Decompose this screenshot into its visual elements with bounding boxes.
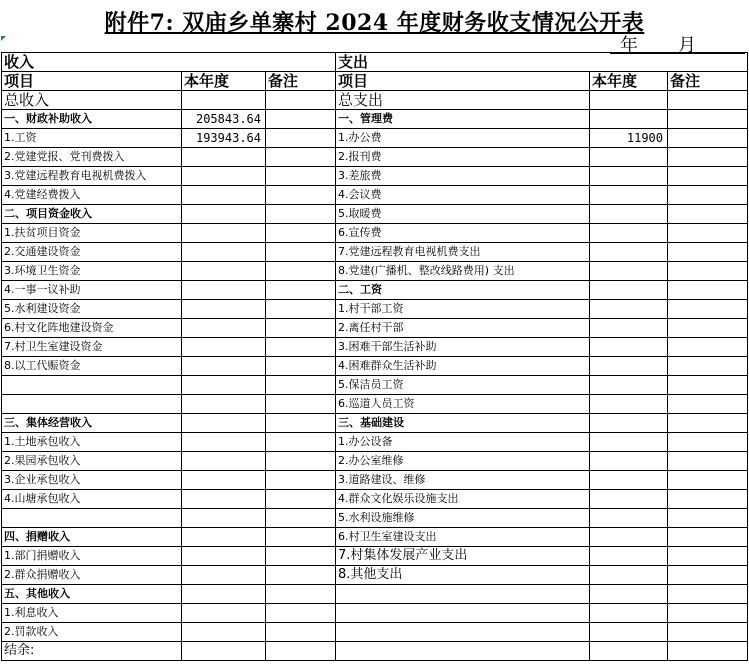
income-note-cell[interactable] [266,205,336,224]
income-amount-cell[interactable] [182,281,266,300]
expense-item-cell[interactable]: 1.办公设备 [336,433,590,452]
page-title: 附件7: 双庙乡单寨村 2024 年度财务收支情况公开表 [104,10,645,36]
expense-item-cell[interactable] [336,642,590,661]
income-amount-cell[interactable] [182,566,266,585]
income-note-cell[interactable] [266,509,336,528]
income-amount-cell[interactable] [182,433,266,452]
income-note-cell[interactable] [266,452,336,471]
income-amount-cell[interactable] [182,414,266,433]
table-row [2,566,748,585]
expense-item-cell[interactable]: 1.村干部工资 [336,300,590,319]
table-row [2,623,748,642]
expense-note-cell[interactable] [668,414,748,433]
income-item-cell[interactable]: 2.果园承包收入 [2,452,182,471]
income-note-cell[interactable] [266,148,336,167]
income-note-cell[interactable] [266,414,336,433]
table-row [2,357,748,376]
income-amount-cell[interactable] [182,167,266,186]
table-row [2,110,748,129]
income-item-cell[interactable]: 4.山塘承包收入 [2,490,182,509]
expense-amount-cell[interactable] [590,110,668,129]
expense-note-cell[interactable] [668,357,748,376]
income-item-cell[interactable]: 四、捐赠收入 [2,528,182,547]
expense-amount-cell[interactable] [590,395,668,414]
income-note-cell[interactable] [266,623,336,642]
expense-item-cell[interactable]: 6.村卫生室建设支出 [336,528,590,547]
income-col-note[interactable]: 备注 [266,72,336,91]
income-note-cell[interactable] [266,528,336,547]
income-note-cell[interactable] [266,642,336,661]
total-expense-label[interactable]: 总支出 [336,91,590,110]
cell-marker [1,36,6,41]
income-item-cell[interactable]: 二、项目资金收入 [2,205,182,224]
income-item-cell[interactable]: 6.村文化阵地建设资金 [2,319,182,338]
expense-note-cell[interactable] [668,110,748,129]
expense-note-cell[interactable] [668,205,748,224]
income-item-cell[interactable]: 4.党建经费拨入 [2,186,182,205]
expense-amount-cell[interactable] [590,319,668,338]
expense-amount-cell[interactable] [590,300,668,319]
income-item-cell[interactable] [2,376,182,395]
expense-item-cell[interactable]: 7.村集体发展产业支出 [336,547,590,566]
table-row [2,186,748,205]
expense-item-cell[interactable]: 一、管理费 [336,110,590,129]
income-amount-cell[interactable] [182,319,266,338]
income-note-cell[interactable] [266,262,336,281]
expense-item-cell[interactable] [336,604,590,623]
expense-note-cell[interactable] [668,148,748,167]
table-row [2,224,748,243]
income-item-cell[interactable]: 2.党建党报、党刊费拨入 [2,148,182,167]
expense-note-cell[interactable] [668,623,748,642]
income-item-cell[interactable]: 三、集体经营收入 [2,414,182,433]
expense-note-cell[interactable] [668,186,748,205]
income-amount-cell[interactable] [182,224,266,243]
income-header[interactable]: 收入 [2,53,336,72]
expense-note-cell[interactable] [668,300,748,319]
expense-item-cell[interactable]: 5.水利设施维修 [336,509,590,528]
table-row [2,604,748,623]
income-amount-cell[interactable] [182,452,266,471]
income-note-cell[interactable] [266,395,336,414]
income-note-cell[interactable] [266,490,336,509]
expense-item-cell[interactable]: 3.差旅费 [336,167,590,186]
expense-amount-cell[interactable] [590,262,668,281]
total-income-note[interactable] [266,91,336,110]
income-item-cell[interactable]: 3.党建远程教育电视机费拨入 [2,167,182,186]
expense-note-cell[interactable] [668,167,748,186]
income-note-cell[interactable] [266,547,336,566]
expense-note-cell[interactable] [668,281,748,300]
table-row [2,490,748,509]
expense-item-cell[interactable]: 三、基础建设 [336,414,590,433]
income-amount-cell[interactable] [182,357,266,376]
income-note-cell[interactable] [266,281,336,300]
table-row [2,262,748,281]
expense-note-cell[interactable] [668,338,748,357]
table-row [2,300,748,319]
expense-note-cell[interactable] [668,528,748,547]
expense-note-cell[interactable] [668,376,748,395]
table-row [2,585,748,604]
income-item-cell[interactable]: 2.群众捐赠收入 [2,566,182,585]
income-amount-cell[interactable] [182,604,266,623]
expense-amount-cell[interactable] [590,490,668,509]
income-note-cell[interactable] [266,585,336,604]
expense-amount-cell[interactable] [590,281,668,300]
expense-amount-cell[interactable] [590,509,668,528]
income-note-cell[interactable] [266,224,336,243]
expense-amount-cell[interactable] [590,452,668,471]
table-row [2,281,748,300]
income-note-cell[interactable] [266,300,336,319]
income-amount-cell[interactable] [182,148,266,167]
total-expense-amount[interactable] [590,91,668,110]
table-row [2,528,748,547]
expense-amount-cell[interactable] [590,148,668,167]
income-item-cell[interactable]: 1.土地承包收入 [2,433,182,452]
income-item-cell[interactable]: 2.罚款收入 [2,623,182,642]
expense-amount-cell[interactable] [590,585,668,604]
income-note-cell[interactable] [266,604,336,623]
expense-item-cell[interactable]: 3.道路建设、维修 [336,471,590,490]
expense-amount-cell[interactable] [590,224,668,243]
expense-amount-cell[interactable] [590,547,668,566]
expense-col-amount[interactable]: 本年度 [590,72,668,91]
expense-item-cell[interactable]: 二、工资 [336,281,590,300]
table-row [2,452,748,471]
expense-item-cell[interactable]: 8.党建(广播机、整改线路费用) 支出 [336,262,590,281]
table-row [2,509,748,528]
income-note-cell[interactable] [266,167,336,186]
expense-amount-cell[interactable] [590,414,668,433]
income-note-cell[interactable] [266,338,336,357]
income-item-cell[interactable]: 1.部门捐赠收入 [2,547,182,566]
table-row [2,129,748,148]
table-row [2,547,748,566]
expense-note-cell[interactable] [668,433,748,452]
income-amount-cell[interactable] [182,471,266,490]
income-item-cell[interactable]: 5.水利建设资金 [2,300,182,319]
expense-item-cell[interactable]: 6.巡道人员工资 [336,395,590,414]
total-income-label[interactable]: 总收入 [2,91,182,110]
expense-note-cell[interactable] [668,585,748,604]
income-item-cell[interactable]: 一、财政补助收入 [2,110,182,129]
expense-note-cell[interactable] [668,547,748,566]
expense-item-cell[interactable]: 6.宣传费 [336,224,590,243]
table-row [2,376,748,395]
expense-amount-cell[interactable] [590,338,668,357]
expense-amount-cell[interactable] [590,566,668,585]
expense-item-cell[interactable]: 7.党建远程教育电视机费支出 [336,243,590,262]
expense-amount-cell[interactable] [590,642,668,661]
income-note-cell[interactable] [266,471,336,490]
expense-note-cell[interactable] [668,471,748,490]
income-item-cell[interactable]: 2.交通建设资金 [2,243,182,262]
income-note-cell[interactable] [266,129,336,148]
income-amount-cell[interactable] [182,338,266,357]
finance-table [1,52,748,661]
income-amount-cell[interactable] [182,528,266,547]
table-row [2,205,748,224]
expense-item-cell[interactable]: 2.报刊费 [336,148,590,167]
expense-col-item[interactable]: 项目 [336,72,590,91]
expense-note-cell[interactable] [668,319,748,338]
income-amount-cell[interactable] [182,300,266,319]
expense-item-cell[interactable]: 5.保洁员工资 [336,376,590,395]
income-item-cell[interactable]: 4.一事一议补助 [2,281,182,300]
date-line [610,33,745,54]
income-item-cell[interactable]: 结余: [2,642,182,661]
table-row [2,319,748,338]
expense-amount-cell[interactable] [590,623,668,642]
income-amount-cell[interactable] [182,376,266,395]
expense-item-cell[interactable]: 4.群众文化娱乐设施支出 [336,490,590,509]
expense-header[interactable]: 支出 [336,53,748,72]
expense-note-cell[interactable] [668,566,748,585]
income-item-cell[interactable]: 1.利息收入 [2,604,182,623]
income-item-cell[interactable]: 8.以工代赈资金 [2,357,182,376]
expense-note-cell[interactable] [668,129,748,148]
expense-item-cell[interactable]: 1.办公费 [336,129,590,148]
expense-amount-cell[interactable] [590,433,668,452]
table-row [2,243,748,262]
expense-amount-cell[interactable] [590,357,668,376]
expense-item-cell[interactable]: 2.离任村干部 [336,319,590,338]
expense-amount-cell[interactable] [590,243,668,262]
expense-col-note[interactable]: 备注 [668,72,748,91]
expense-item-cell[interactable] [336,623,590,642]
income-amount-cell[interactable] [182,642,266,661]
expense-amount-cell[interactable] [590,376,668,395]
income-note-cell[interactable] [266,566,336,585]
expense-note-cell[interactable] [668,604,748,623]
income-note-cell[interactable] [266,186,336,205]
expense-item-cell[interactable]: 3.困难干部生活补助 [336,338,590,357]
expense-note-cell[interactable] [668,509,748,528]
expense-item-cell[interactable] [336,585,590,604]
table-row [2,167,748,186]
income-note-cell[interactable] [266,357,336,376]
income-item-cell[interactable] [2,509,182,528]
expense-item-cell[interactable]: 4.困难群众生活补助 [336,357,590,376]
table-row [2,433,748,452]
expense-note-cell[interactable] [668,490,748,509]
income-col-item[interactable]: 项目 [2,72,182,91]
expense-item-cell[interactable]: 2.办公室维修 [336,452,590,471]
income-amount-cell[interactable] [182,490,266,509]
expense-amount-cell[interactable] [590,186,668,205]
income-item-cell[interactable]: 7.村卫生室建设资金 [2,338,182,357]
expense-item-cell[interactable]: 8.其他支出 [336,566,590,585]
income-amount-cell[interactable] [182,547,266,566]
table-row [2,338,748,357]
expense-note-cell[interactable] [668,452,748,471]
total-income-amount[interactable] [182,91,266,110]
income-amount-cell[interactable] [182,262,266,281]
expense-note-cell[interactable] [668,243,748,262]
expense-note-cell[interactable] [668,224,748,243]
income-item-cell[interactable]: 五、其他收入 [2,585,182,604]
table-row [2,414,748,433]
income-amount-cell[interactable] [182,509,266,528]
expense-note-cell[interactable] [668,642,748,661]
expense-amount-cell[interactable] [590,205,668,224]
income-item-cell[interactable]: 3.环境卫生资金 [2,262,182,281]
income-note-cell[interactable] [266,110,336,129]
total-expense-note[interactable] [668,91,748,110]
expense-note-cell[interactable] [668,395,748,414]
income-col-amount[interactable]: 本年度 [182,72,266,91]
income-note-cell[interactable] [266,376,336,395]
income-amount-cell[interactable] [182,585,266,604]
expense-item-cell[interactable]: 5.取暖费 [336,205,590,224]
income-amount-cell[interactable]: 193943.64 [182,129,266,148]
income-note-cell[interactable] [266,433,336,452]
table-row [2,471,748,490]
expense-item-cell[interactable]: 4.会议费 [336,186,590,205]
income-amount-cell[interactable] [182,395,266,414]
table-row [2,395,748,414]
date-year: 年 [620,35,638,56]
expense-amount-cell[interactable] [590,604,668,623]
expense-amount-cell[interactable] [590,167,668,186]
table-row [2,148,748,167]
income-note-cell[interactable] [266,319,336,338]
expense-note-cell[interactable] [668,262,748,281]
income-item-cell[interactable]: 1.工资 [2,129,182,148]
income-amount-cell[interactable] [182,205,266,224]
income-amount-cell[interactable] [182,186,266,205]
expense-amount-cell[interactable] [590,471,668,490]
date-month: 月 [678,35,696,56]
income-item-cell[interactable]: 3.企业承包收入 [2,471,182,490]
income-amount-cell[interactable] [182,623,266,642]
income-amount-cell[interactable]: 205843.64 [182,110,266,129]
income-amount-cell[interactable] [182,243,266,262]
income-note-cell[interactable] [266,243,336,262]
income-item-cell[interactable]: 1.扶贫项目资金 [2,224,182,243]
table-row [2,642,748,661]
income-item-cell[interactable] [2,395,182,414]
expense-amount-cell[interactable]: 11900 [590,129,668,148]
expense-amount-cell[interactable] [590,528,668,547]
